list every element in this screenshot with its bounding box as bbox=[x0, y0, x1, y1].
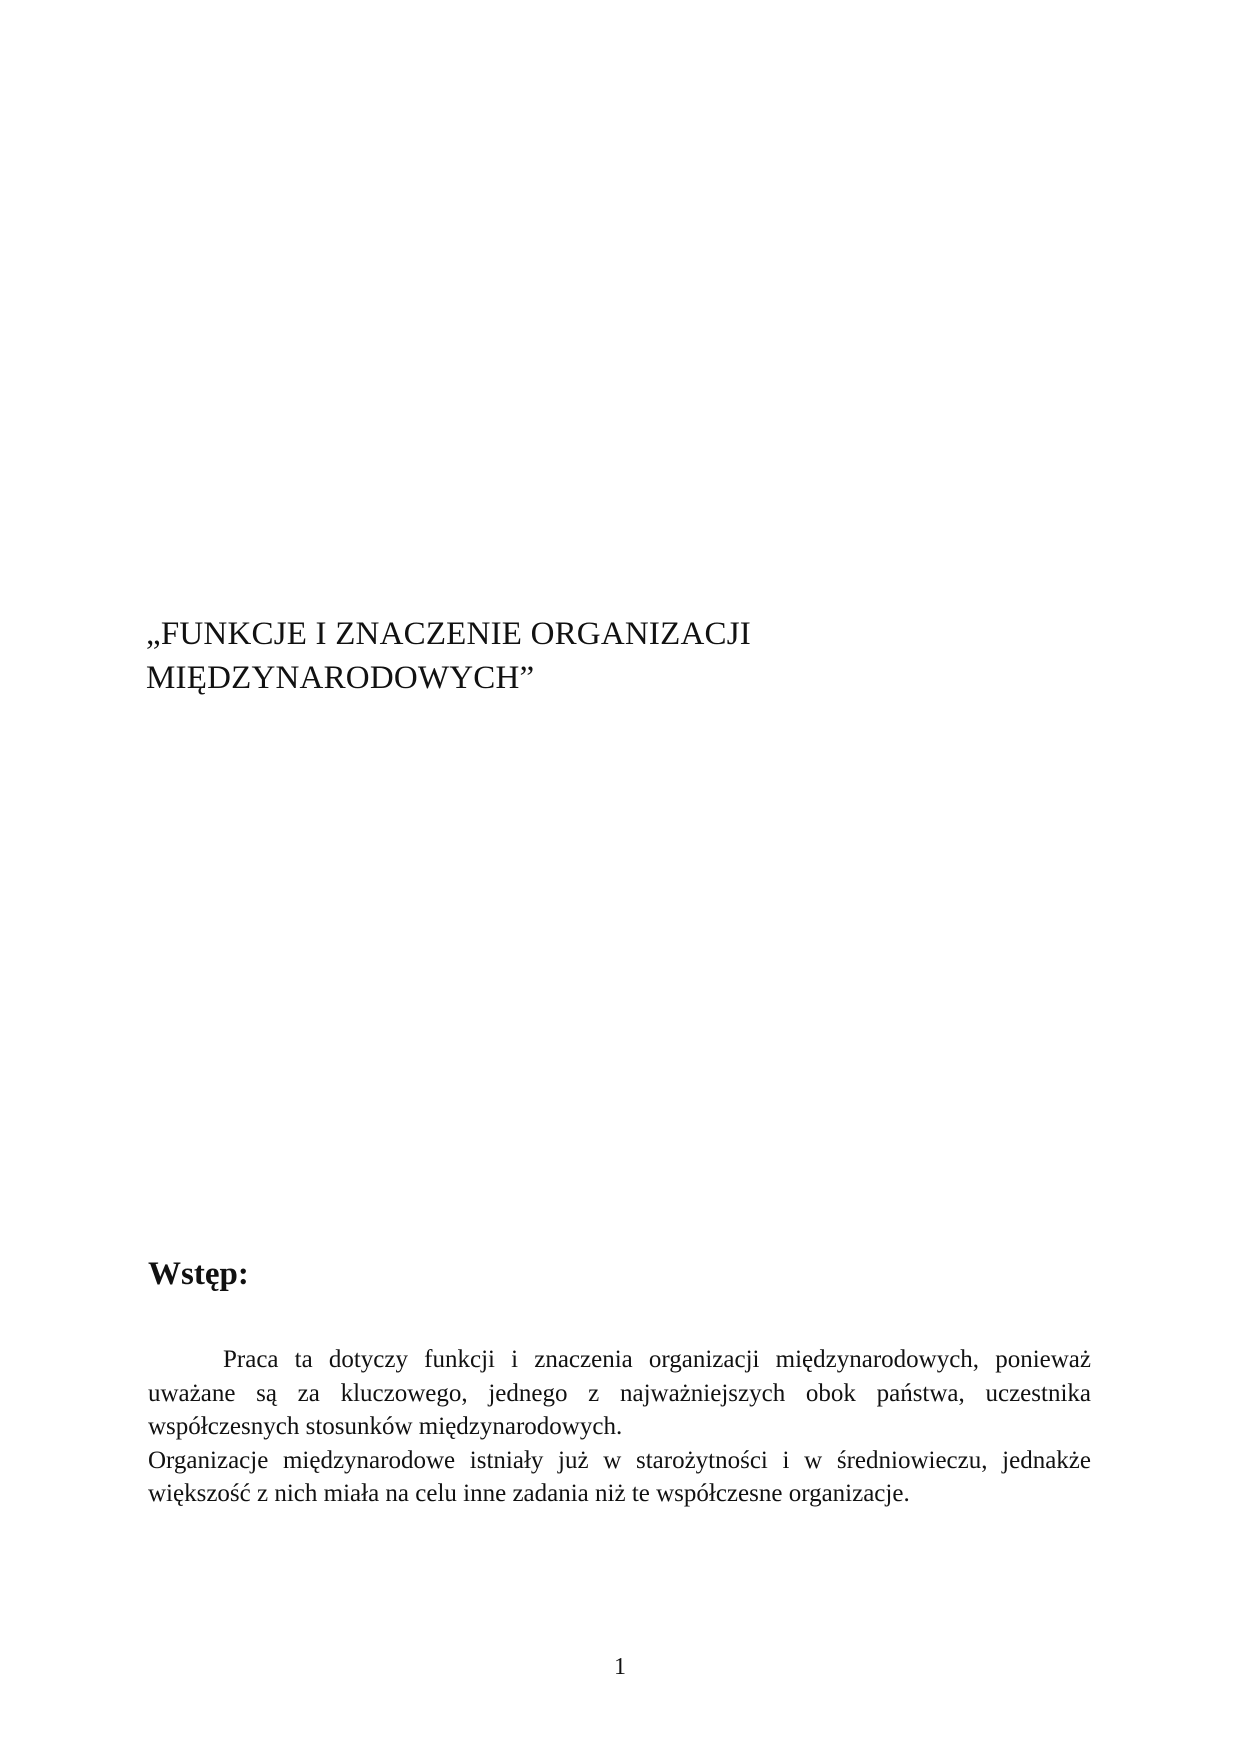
paragraph-2: Organizacje międzynarodowe istniały już w starożytności i w średniowieczu, jednakże większość z nich miała na celu inne zadania niż te współczesne organizacje. bbox=[148, 1446, 1091, 1507]
document-title-line-2: MIĘDZYNARODOWYCH” bbox=[146, 660, 535, 696]
page-number: 1 bbox=[614, 1654, 626, 1680]
introduction-body bbox=[148, 1343, 1091, 1511]
document-title-line-1: „FUNKCJE I ZNACZENIE ORGANIZACJI bbox=[146, 616, 751, 652]
paragraph-1: Praca ta dotyczy funkcji i znaczenia organizacji międzynarodowych, ponieważ uważane są za kluczowego, jednego z najważniejszych obok państwa, uczestnika współczesnych stosunków międzynarodowych. bbox=[148, 1346, 1091, 1440]
section-heading-introduction: Wstęp: bbox=[148, 1256, 249, 1292]
document-title bbox=[146, 612, 1106, 700]
